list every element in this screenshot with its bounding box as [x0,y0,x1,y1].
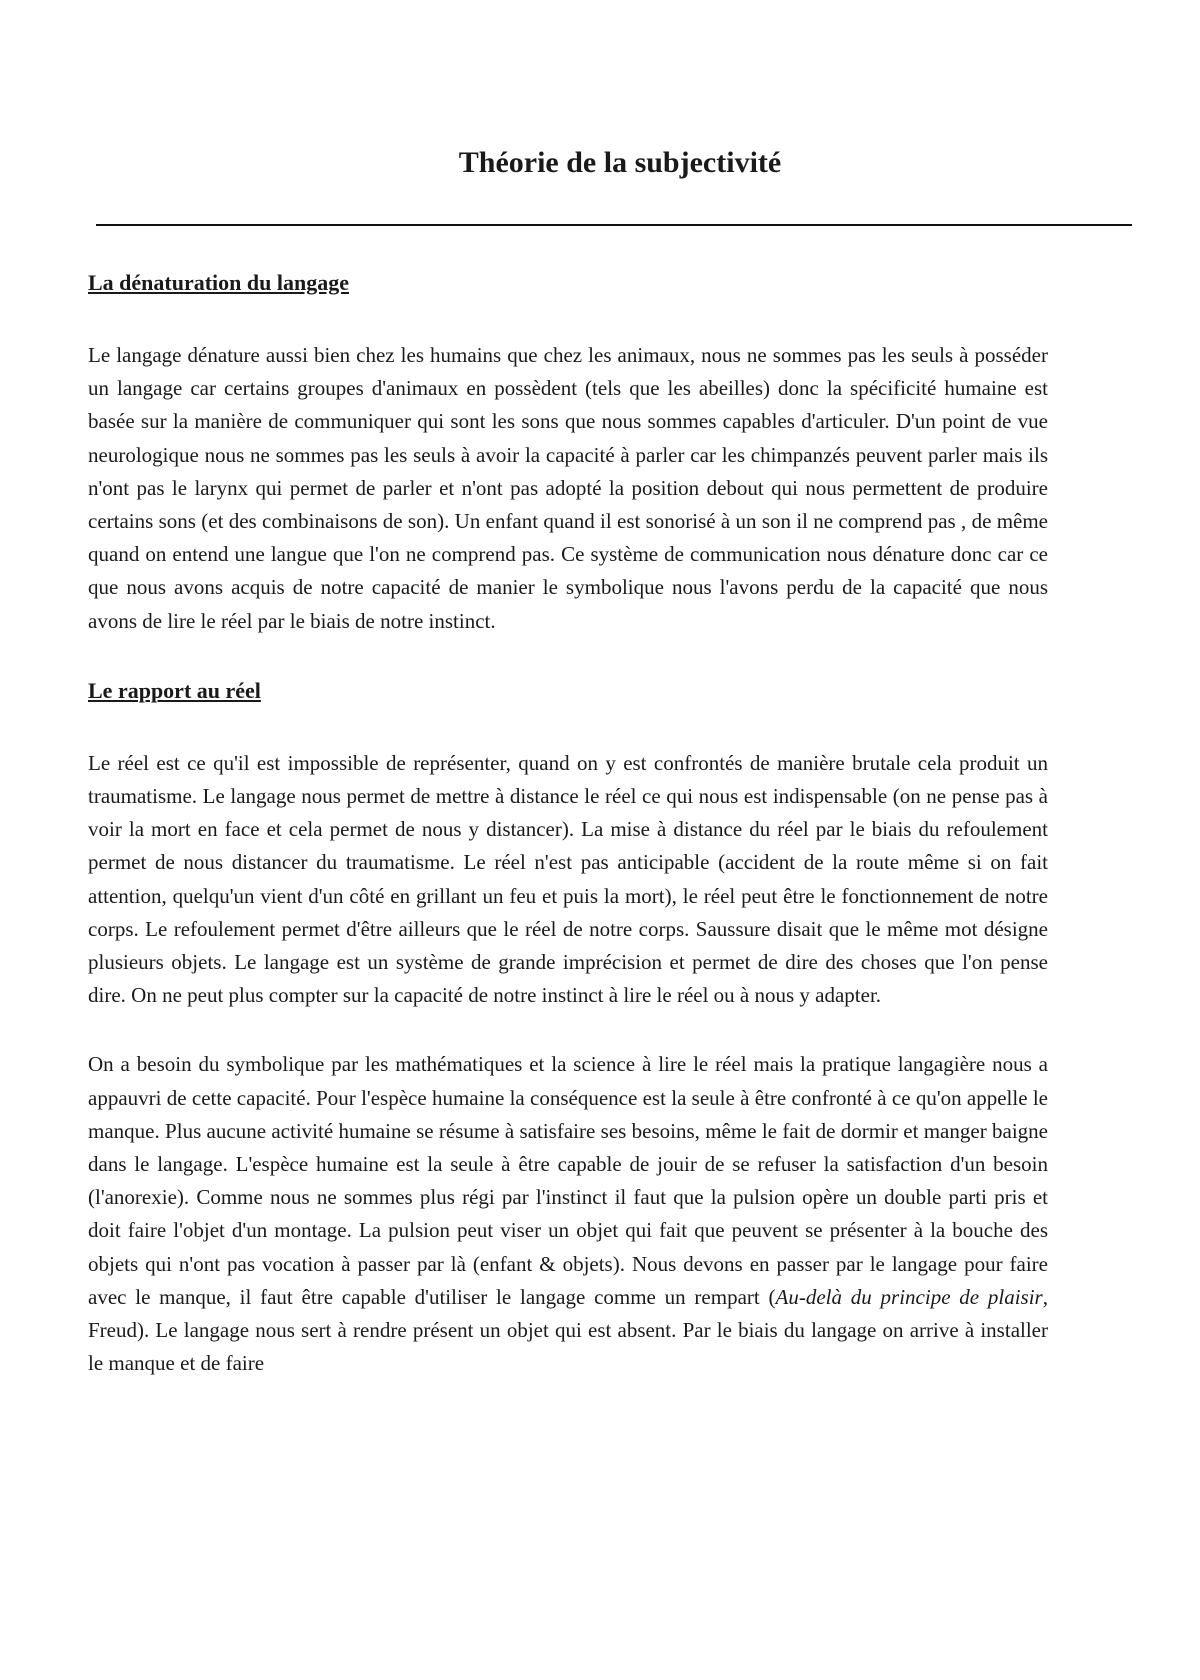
paragraph-denaturation: Le langage dénature aussi bien chez les humains que chez les animaux, nous ne sommes pas les seuls à posséder un langage car certains groupes d'animaux en possèdent (tels que les abeilles) donc la spécificité humaine est basée sur la manière de communiquer qui sont les sons que nous sommes capables d'articuler. D'un point de vue neurologique nous ne sommes pas les seuls à avoir la capacité à parler car les chimpanzés peuvent parler mais ils n'ont pas le larynx qui permet de parler et n'ont pas adopté la position debout qui nous permettent de produire certains sons (et des combinaisons de son). Un enfant quand il est sonorisé à un son il ne comprend pas , de même quand on entend une langue que l'on ne comprend pas. Ce système de communication nous dénature donc car ce que nous avons acquis de notre capacité de manier le symbolique nous l'avons perdu de la capacité que nous avons de lire le réel par le biais de notre instinct. [88,343,1048,633]
document-body [88,266,1048,1416]
section-heading-denaturation: La dénaturation du langage [88,270,349,295]
paragraph-symbolique [88,1048,1048,1380]
book-title-reference: Au-delà du principe de plaisir [775,1284,1043,1309]
title-divider [96,224,1132,226]
paragraph-reel: Le réel est ce qu'il est impossible de représenter, quand on y est confrontés de manière brutale cela produit un traumatisme. Le langage nous permet de mettre à distance le réel ce qui nous est indispensable (on ne pense pas à voir la mort en face et cela permet de nous y distancer). La mise à distance du réel par le biais du refoulement permet de nous distancer du traumatisme. Le réel n'est pas anticipable (accident de la route même si on fait attention, quelqu'un vient d'un côté en grillant un feu et puis la mort), le réel peut être le fonctionnement de notre corps. Le refoulement permet d'être ailleurs que le réel de notre corps. Saussure disait que le même mot désigne plusieurs objets. Le langage est un système de grande imprécision et permet de dire des choses que l'on pense dire. On ne peut plus compter sur la capacité de notre instinct à lire le réel ou à nous y adapter. [88,750,1048,1008]
document-title: Théorie de la subjectivité [458,146,782,179]
paragraph-symbolique-text-start: On a besoin du symbolique par les mathématiques et la science à lire le réel mais la pratique langagière nous a appauvri de cette capacité. Pour l'espèce humaine la conséquence est la seule à être confronté à ce qu'on appelle le manque. Plus aucune activité humaine se résume à satisfaire ses besoins, même le fait de dormir et manger baigne dans le langage. L'espèce humaine est la seule à être capable de jouir de se refuser la satisfaction d'un besoin (l'anorexie). Comme nous ne sommes plus régi par l'instinct il faut que la pulsion opère un double parti pris et doit faire l'objet d'un montage. La pulsion peut viser un objet qui fait que peuvent se présenter à la bouche des objets qui n'ont pas vocation à passer par là (enfant & objets). Nous devons en passer par le langage pour faire avec le manque, il faut être capable d'utiliser le langage comme un rempart ( [88,1052,1048,1309]
paragraph-symbolique-text-end: , Freud). Le langage nous sert à rendre présent un objet qui est absent. Par le biais du langage on arrive à installer le manque et de faire [88,1284,1048,1376]
section-heading-rapport-reel: Le rapport au réel [88,677,261,703]
